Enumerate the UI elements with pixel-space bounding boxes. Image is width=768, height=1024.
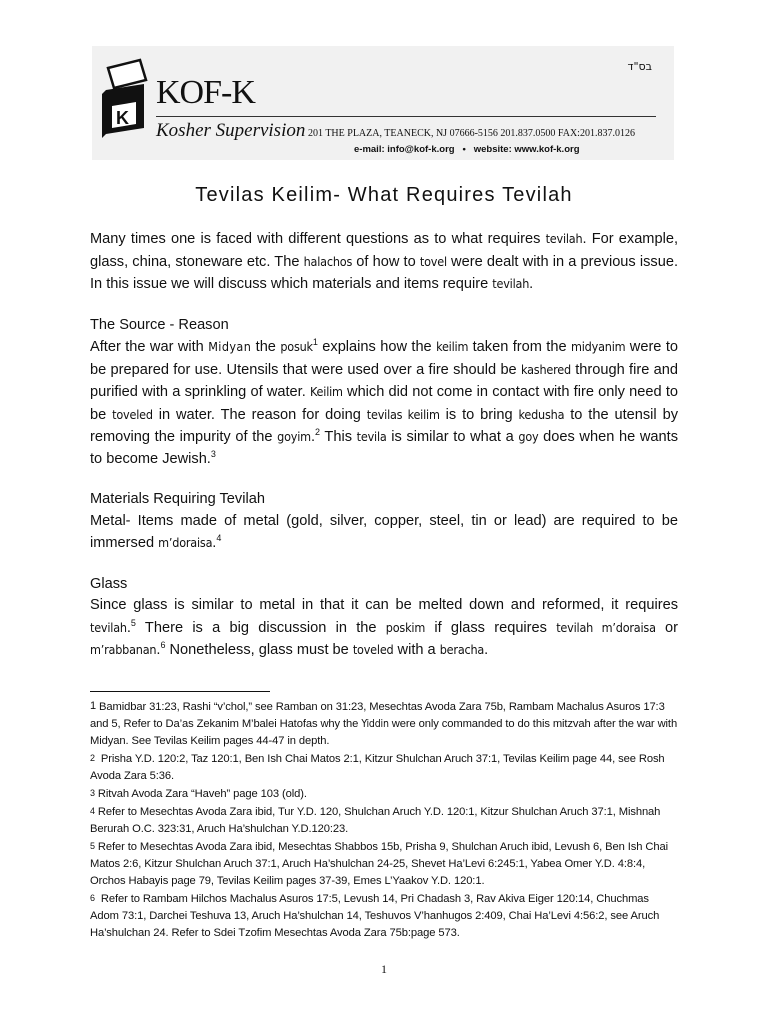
footnotes xyxy=(90,699,680,943)
term-tevila: tevila xyxy=(356,429,387,444)
text: . xyxy=(484,642,489,658)
footnote-ref-3[interactable]: 3 xyxy=(210,448,216,459)
text: Since glass is similar to metal in that it can be melted down and reformed, it requires xyxy=(90,597,678,613)
logo-letter: K xyxy=(116,108,129,128)
term-tevilah: tevilah xyxy=(492,276,530,291)
text: were dealt with in a previous issue. In this issue we will discuss which materials and items require xyxy=(90,253,679,292)
kof-k-logo-icon xyxy=(100,54,152,144)
text: . xyxy=(156,642,161,658)
separator-dot: • xyxy=(462,144,466,155)
text: . For example, glass, china, stoneware etc. The xyxy=(90,231,678,270)
text: which did not come in contact with fire only need to be xyxy=(90,384,679,423)
text: . xyxy=(212,535,217,551)
footnote-3 xyxy=(90,786,680,803)
footnote-ref-5[interactable]: 5 xyxy=(130,617,136,628)
page-title: Tevilas Keilim- What Requires Tevilah xyxy=(195,184,573,206)
footnote-ref-1[interactable]: 1 xyxy=(312,337,318,348)
term-halachos: halachos xyxy=(303,253,353,269)
term-tevilas-keilim: tevilas keilim xyxy=(366,406,440,422)
footnote-1 xyxy=(90,699,680,750)
term-toveled: toveled xyxy=(352,642,394,657)
text: the xyxy=(251,339,281,355)
text: taken from the xyxy=(468,339,571,355)
term-toveled: toveled xyxy=(112,406,153,422)
term-keilim: keilim xyxy=(436,339,469,354)
term-tevilah: tevilah xyxy=(90,619,127,635)
intro-paragraph xyxy=(90,228,678,296)
contact-line xyxy=(354,144,580,155)
footnote-ref-4[interactable]: 4 xyxy=(216,533,222,544)
term-tevilah-mdoraisa: tevilah m’doraisa xyxy=(556,619,656,635)
term-beracha: beracha xyxy=(439,642,485,657)
section-heading-materials: Materials Requiring Tevilah xyxy=(90,491,265,507)
footnote-text: Refer to Mesechtas Avoda Zara ibid, Mesechtas Shabbos 15b, Prisha 9, Shulchan Aruch ibid, Levush 6, Ben Ish Chai Matos 2:6, Kitzur Shulchan Aruch 37:1, Aruch Ha’shulchan 24-25, Shevet Ha’Levi 6:245:1, Yabea Omer Y.D. 4:8:4, Orchos Habayis page 79, Tevilas Keilim pages 37-39, Emes L’Yaakov Y.D. 120:1. xyxy=(90,841,668,887)
footnote-divider xyxy=(90,691,270,692)
term-tevilah: tevilah xyxy=(545,231,583,246)
text: . xyxy=(310,429,315,445)
text: explains how the xyxy=(317,339,437,355)
article-body xyxy=(90,228,678,662)
footnote-text: Prisha Y.D. 120:2, Taz 120:1, Ben Ish Chai Matos 2:1, Kitzur Shulchan Aruch 37:1, Tevilas Keilim page 44, see Rosh Avoda Zara 5:36. xyxy=(90,753,665,782)
term-goyim: goyim xyxy=(277,429,311,444)
footnote-2 xyxy=(90,751,680,785)
term-tovel: tovel xyxy=(419,253,447,269)
footnote-6 xyxy=(90,891,680,942)
text: were to be prepared for use. Utensils that were used over a fire should be xyxy=(90,339,678,378)
term-goy: goy xyxy=(518,429,539,444)
footnote-text: were only commanded to do this mitzvah after the war with Midyan. See Tevilas Keilim pages 44-47 in depth. xyxy=(90,718,678,747)
text: After the war with xyxy=(90,339,209,355)
footnote-number: 2 xyxy=(90,753,95,763)
footnote-number: 4 xyxy=(90,806,95,816)
text: is similar to what a xyxy=(386,429,519,445)
text: is to bring xyxy=(439,406,519,423)
text: does when he wants to become Jewish. xyxy=(90,429,678,467)
term-mdoraisa: m’doraisa xyxy=(158,535,213,550)
footnote-ref-2[interactable]: 2 xyxy=(315,427,321,438)
term-posuk: posuk xyxy=(280,339,313,354)
term-kashered: kashered xyxy=(521,361,571,377)
text: This xyxy=(320,429,357,445)
text: Metal- Items made of metal (gold, silver, copper, steel, tin or lead) are required to be immersed xyxy=(90,512,678,551)
footnote-text: Refer to Rambam Hilchos Machalus Asuros 17:5, Levush 14, Pri Chadash 3, Rav Akiva Eiger 120:14, Chuchmas Adom 73:1, Darchei Teshuva 13, Aruch Ha’shulchan 14, Teshuvos V’hanhugos 2:409, Chai Ha’Levi 4:56:2, see Aruch Ha’shulchan 24. Refer to Sdei Tzofim Mesechtas Avoda Zara 75b:page 573. xyxy=(90,893,660,939)
footnote-text: Refer to Mesechtas Avoda Zara ibid, Tur Y.D. 120, Shulchan Aruch Y.D. 120:1, Kitzur Shulchan Aruch 37:1, Mishnah Berurah O.C. 323:31, Aruch Ha’shulchan Y.D.120:23. xyxy=(90,806,661,835)
section-heading-source: The Source - Reason xyxy=(90,316,229,333)
text: Many times one is faced with different questions as to what requires xyxy=(90,231,546,247)
section-heading-glass: Glass xyxy=(90,575,128,592)
text: . xyxy=(529,276,534,292)
text: through fire and purified with a sprinkling of water. xyxy=(90,361,678,400)
text: with a xyxy=(393,642,440,658)
footnote-4 xyxy=(90,804,680,838)
materials-paragraph xyxy=(90,511,678,555)
text: of how to xyxy=(352,253,420,270)
letterhead xyxy=(92,46,674,160)
text: . xyxy=(126,619,131,636)
source-paragraph xyxy=(90,336,678,470)
text: Nonetheless, glass must be xyxy=(165,642,353,658)
brand-subtitle: Kosher Supervision xyxy=(156,120,306,141)
text: if glass requires xyxy=(425,619,557,636)
footnote-number: 6 xyxy=(90,893,95,903)
email-link[interactable]: e-mail: info@kof-k.org xyxy=(354,144,455,155)
footnote-ref-6[interactable]: 6 xyxy=(160,640,166,651)
term-midyan: Midyan xyxy=(208,339,252,354)
footnote-number: 1 xyxy=(90,700,97,712)
glass-paragraph xyxy=(90,595,678,662)
footnote-number: 3 xyxy=(90,788,95,798)
term-midyanim: midyanim xyxy=(571,339,626,354)
text: to the utensil by removing the impurity of the xyxy=(90,406,678,445)
term-keilim: Keilim xyxy=(310,384,343,399)
footnote-text: Ritvah Avoda Zara “Haveh” page 103 (old). xyxy=(97,788,307,800)
term-poskim: poskim xyxy=(385,619,426,635)
text: or xyxy=(655,619,679,636)
page-number: 1 xyxy=(381,962,387,976)
footnote-number: 5 xyxy=(90,841,95,851)
term-yiddin: Yiddin xyxy=(361,718,389,730)
footnote-text: Bamidbar 31:23, Rashi “v’chol,” see Ramban on 31:23, Mesechtas Avoda Zara 75b, Rambam Machalus Asuros 17:3 and 5, Refer to Da’as Zekanim M’balei Hatofas why the xyxy=(90,701,665,730)
text: in water. The reason for doing xyxy=(152,406,367,423)
text: There is a big discussion in the xyxy=(135,619,386,636)
brand-name: KOF-K xyxy=(156,74,255,111)
address-line: 201 THE PLAZA, TEANECK, NJ 07666-5156 201.837.0500 FAX:201.837.0126 xyxy=(308,128,635,139)
term-kedusha: kedusha xyxy=(518,406,565,422)
footnote-5 xyxy=(90,839,680,890)
brand-divider xyxy=(156,116,656,117)
website-link[interactable]: website: www.kof-k.org xyxy=(473,144,580,155)
term-mrabbanan: m’rabbanan xyxy=(90,642,157,657)
bsd-mark: בס"ד xyxy=(627,60,652,73)
